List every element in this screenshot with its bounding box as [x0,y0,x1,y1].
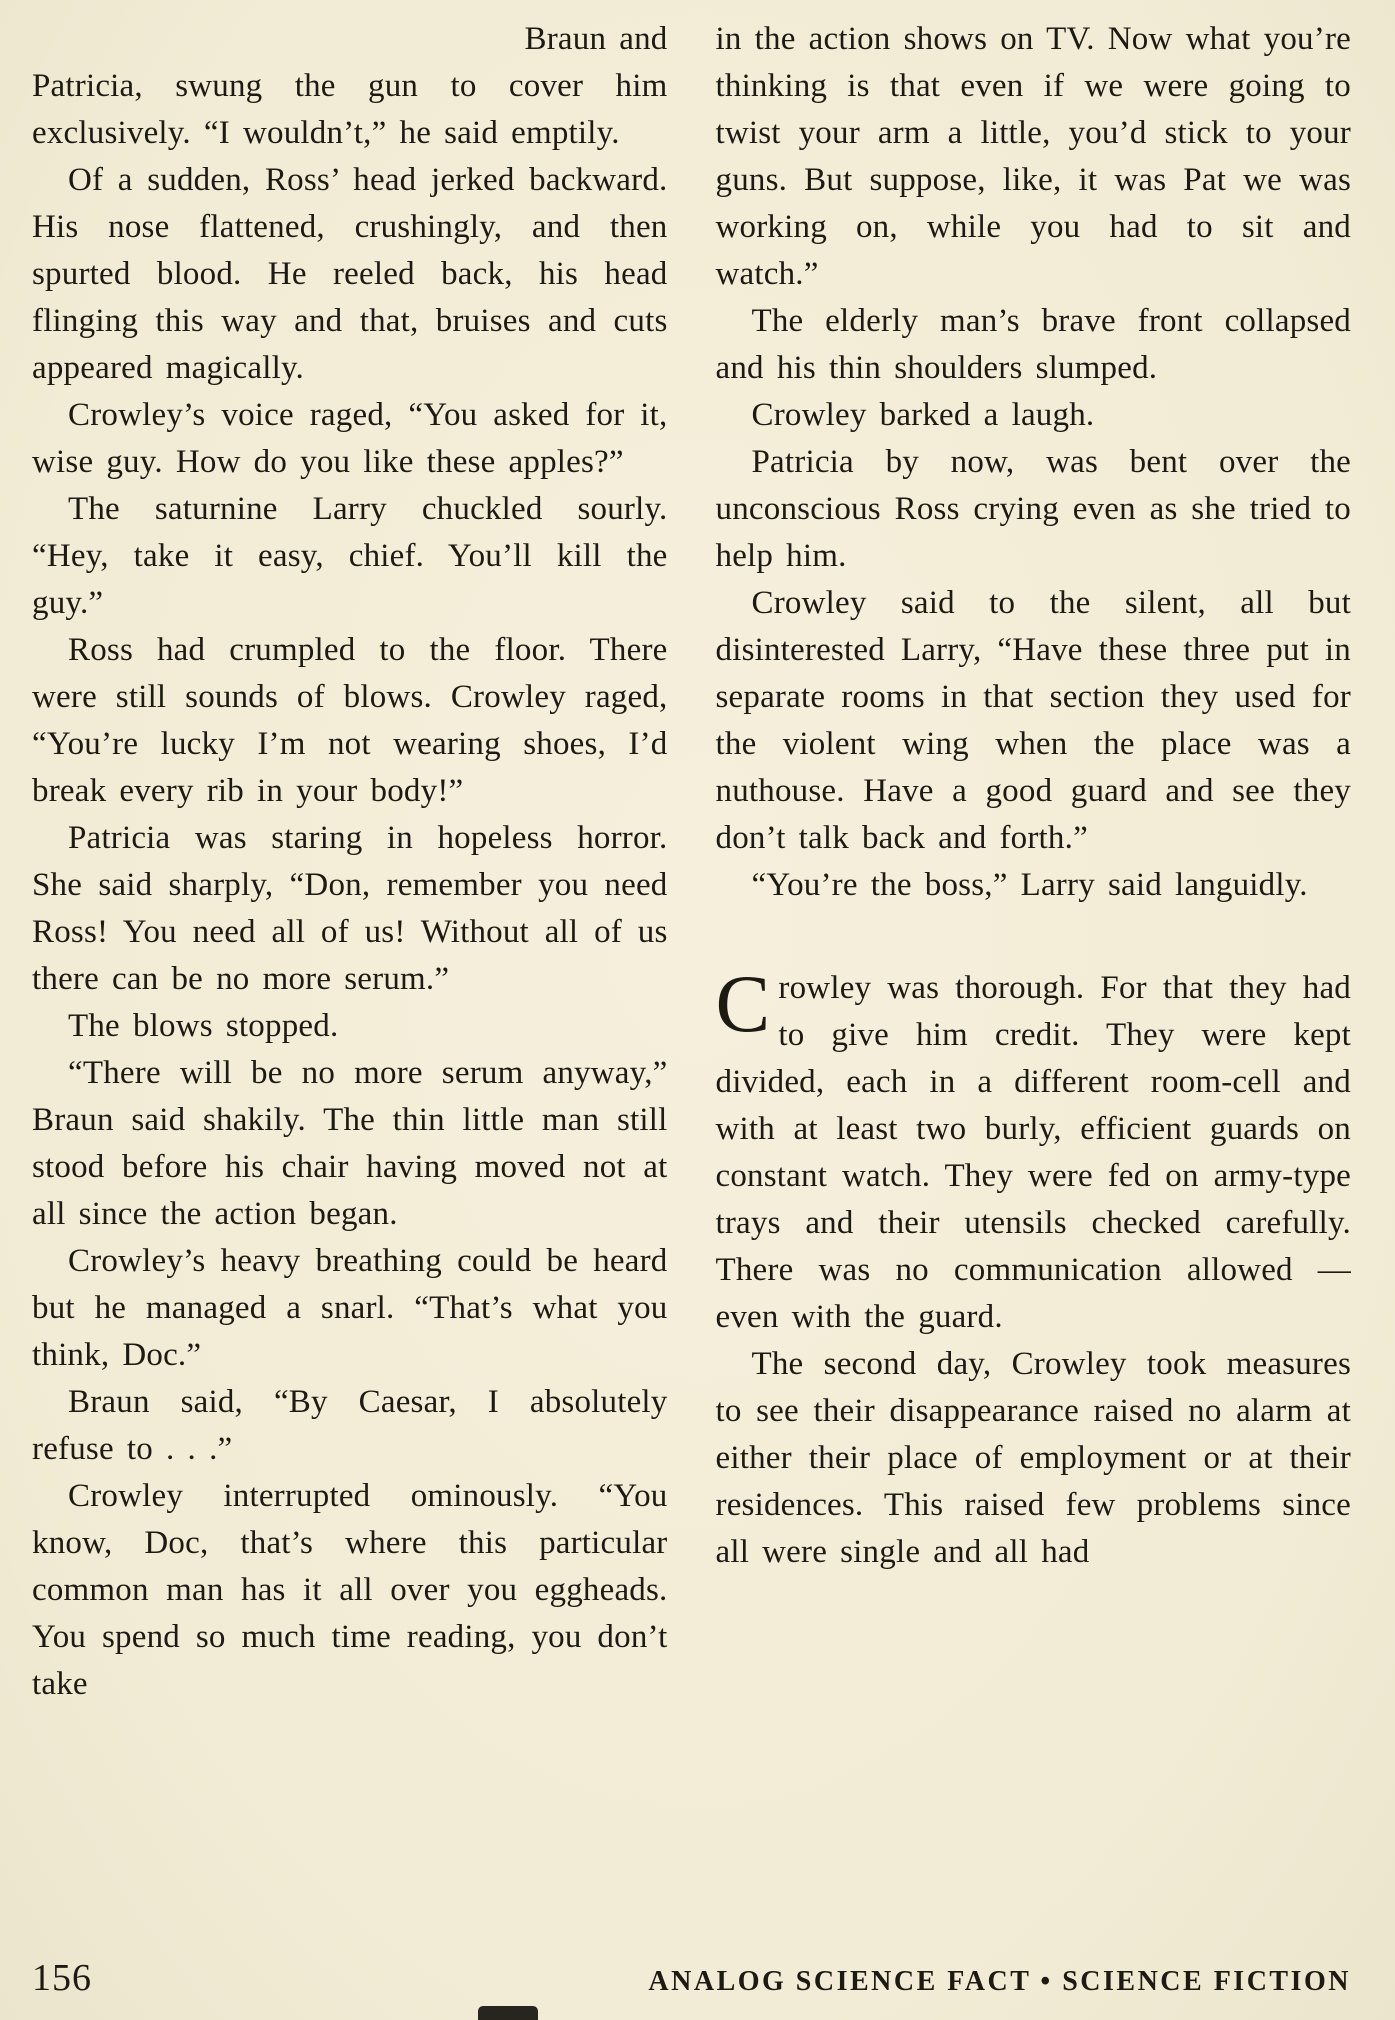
paragraph-text: rowley was thorough. For that they had to give him credit. They were kept divided, each in a different room-cell and with at least two burly, efficient guards on constant watch. They were fed on army-type trays and their utensils checked carefully. There was no communication allowed — even with the guard. [715,970,1351,1335]
paragraph: The elderly man’s brave front collapsed and his thin shoulders slumped. [715,303,1351,386]
paragraph: The saturnine Larry chuckled sourly. “Hey, take it easy, chief. You’ll kill the guy.” [32,491,668,621]
paragraph: Crowley said to the silent, all but disinterested Larry, “Have these three put in separate rooms in that section they used for the violent wing when the place was a nuthouse. Have a good guard and see they don’t talk back and forth.” [715,585,1351,856]
paragraph: Of a sudden, Ross’ head jerked backward. His nose flattened, crushingly, and then spurted blood. He reeled back, his head flinging this way and that, bruises and cuts appeared magically. [32,162,668,386]
right-column [716,16,1352,1930]
paragraph: “There will be no more serum anyway,” Braun said shakily. The thin little man still stood before his chair having moved not at all since the action began. [32,1055,668,1232]
paragraph: Crowley interrupted ominously. “You know, Doc, that’s where this particular common man has it all over you eggheads. You spend so much time reading, you don’t take [32,1478,668,1702]
paragraph: Crowley’s heavy breathing could be heard but he managed a snarl. “That’s what you think, Doc.” [32,1243,668,1373]
section-opening-paragraph [715,958,1352,1341]
paragraph: Braun said, “By Caesar, I absolutely refuse to . . .” [32,1384,668,1467]
paragraph: Crowley’s voice raged, “You asked for it, wise guy. How do you like these apples?” [32,397,668,480]
text-columns [32,16,1351,1930]
paragraph-text: Patricia, swung the gun to cover him exclusively. “I wouldn’t,” he said emptily. [32,68,668,151]
paragraph-continuation [32,16,668,157]
drop-cap-letter: C [715,958,771,1049]
paragraph: Patricia by now, was bent over the unconscious Ross crying even as she tried to help him. [715,444,1351,574]
paragraph: Patricia was staring in hopeless horror. She said sharply, “Don, remember you need Ross! You need all of us! Without all of us there can be no more serum.” [32,820,668,997]
scan-smudge-artifact [478,2006,538,2020]
page-footer [32,1956,1351,2000]
continuation-line: Braun and [524,21,668,57]
paragraph: “You’re the boss,” Larry said languidly. [751,867,1308,903]
paragraph: Ross had crumpled to the floor. There were still sounds of blows. Crowley raged, “You’re lucky I’m not wearing shoes, I’d break every rib in your body!” [32,632,668,809]
page-number: 156 [32,1957,92,1999]
running-title: ANALOG SCIENCE FACT • SCIENCE FICTION [648,1966,1351,1997]
left-column [32,16,668,1930]
paragraph-continuation: in the action shows on TV. Now what you’re thinking is that even if we were going to twist your arm a little, you’d stick to your guns. But suppose, like, it was Pat we was working on, while you had to sit and watch.” [715,21,1351,292]
paragraph: The blows stopped. [68,1008,339,1044]
paragraph: The second day, Crowley took measures to see their disappearance raised no alarm at either their place of employment or at their residences. This raised few problems since all were single and all had [715,1346,1351,1570]
paragraph: Crowley barked a laugh. [751,397,1095,433]
